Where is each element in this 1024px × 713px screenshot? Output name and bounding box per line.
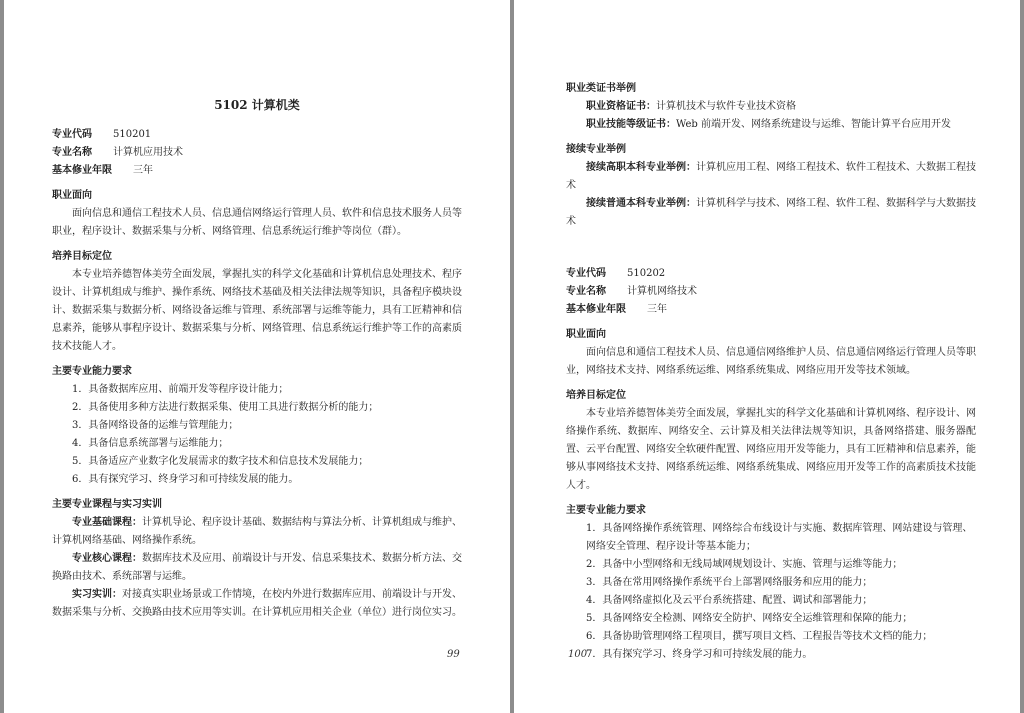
ability-item: 2．具备中小型网络和无线局域网规划设计、实施、管理与运维等能力； bbox=[586, 559, 903, 570]
section-title: 5102 计算机类 bbox=[214, 98, 300, 112]
major-code-value: 510201 bbox=[113, 129, 152, 140]
section-gap bbox=[566, 231, 976, 265]
ability-item: 4．具备网络虚拟化及云平台系统搭建、配置、调试和部署能力； bbox=[586, 595, 873, 606]
core-courses-label: 专业核心课程： bbox=[72, 553, 142, 564]
higher-vocational-majors bbox=[566, 159, 976, 195]
goal-heading: 培养目标定位 bbox=[52, 251, 112, 262]
major-code-row bbox=[52, 126, 462, 144]
right-page-content bbox=[566, 80, 976, 664]
major-code-label: 专业代码 bbox=[566, 268, 606, 279]
practice-label: 实习实训： bbox=[72, 589, 122, 600]
ability-item: 5．具备适应产业数字化发展需求的数字技术和信息技术发展能力； bbox=[72, 456, 369, 467]
major-code-row bbox=[566, 265, 976, 283]
ability-item: 6．具备协助管理网络工程项目，撰写项目文档、工程报告等技术文档的能力； bbox=[586, 631, 933, 642]
ability-item: 1．具备数据库应用、前端开发等程序设计能力； bbox=[72, 384, 289, 395]
study-years-value: 三年 bbox=[133, 165, 153, 176]
basic-courses-text: 计算机导论、程序设计基础、数据结构与算法分析、计算机组成与维护、计算机网络基础、网络操作系统。 bbox=[52, 517, 462, 546]
ability-item: 3．具备网络设备的运维与管理能力； bbox=[72, 420, 239, 431]
higher-vocational-text: 计算机应用工程、网络工程技术、软件工程技术、大数据工程技术 bbox=[566, 162, 976, 191]
goal-text: 本专业培养德智体美劳全面发展，掌握扎实的科学文化基础和计算机网络、程序设计、网络操作系统、数据库、网络安全、云计算及相关法律法规等知识，具备网络搭建、服务器配置、云平台配置、网络安全软硬件配置、网络应用开发等能力，具有工匠精神和信息素养，能够从事网络技术支持、网络系统运维、网络系统集成、网络应用开发等工作的高素质技术技能人才。 bbox=[566, 408, 976, 491]
major-name-value: 计算机网络技术 bbox=[627, 286, 697, 297]
major-name-row bbox=[52, 144, 462, 162]
ability-heading: 主要专业能力要求 bbox=[566, 505, 646, 516]
skill-cert-label: 职业技能等级证书： bbox=[586, 119, 676, 130]
ability-heading: 主要专业能力要求 bbox=[52, 366, 132, 377]
core-courses-text: 数据库技术及应用、前端设计与开发、信息采集技术、数据分析方法、交换路由技术、系统部署与运维。 bbox=[52, 553, 462, 582]
left-page-content bbox=[52, 0, 462, 622]
practice-training bbox=[52, 586, 462, 622]
ability-item: 5．具备网络安全检测、网络安全防护、网络安全运维管理和保障的能力； bbox=[586, 613, 913, 624]
course-heading: 主要专业课程与实习实训 bbox=[52, 499, 162, 510]
ability-item: 2．具备使用多种方法进行数据采集、使用工具进行数据分析的能力； bbox=[72, 402, 379, 413]
qualification-cert-text: 计算机技术与软件专业技术资格 bbox=[656, 101, 796, 112]
cert-heading: 职业类证书举例 bbox=[566, 83, 636, 94]
ability-item: 7．具有探究学习、终身学习和可持续发展的能力。 bbox=[586, 649, 813, 660]
skill-cert-text: Web 前端开发、网络系统建设与运维、智能计算平台应用开发 bbox=[676, 119, 951, 130]
study-years-value: 三年 bbox=[647, 304, 667, 315]
goal-text: 本专业培养德智体美劳全面发展，掌握扎实的科学文化基础和计算机信息处理技术、程序设计、计算机组成与维护、操作系统、网络技术基础及相关法律法规等知识，具备程序模块设计、数据采集与数据分析、网络设备运维与管理、系统部署与运维等能力，具有工匠精神和信息素养，能够从事程序设计、数据采集与分析、网络管理、信息系统运行维护等工作的高素质技术技能人才。 bbox=[52, 269, 462, 352]
major-name-label: 专业名称 bbox=[566, 286, 606, 297]
ability-item: 4．具备信息系统部署与运维能力； bbox=[72, 438, 229, 449]
skill-cert bbox=[566, 116, 976, 134]
study-years-label: 基本修业年限 bbox=[566, 304, 626, 315]
major-name-label: 专业名称 bbox=[52, 147, 92, 158]
ability-item: 6．具有探究学习、终身学习和可持续发展的能力。 bbox=[72, 474, 299, 485]
regular-undergrad-label: 接续普通本科专业举例： bbox=[586, 198, 696, 209]
core-courses bbox=[52, 550, 462, 586]
basic-courses bbox=[52, 514, 462, 550]
qualification-cert-label: 职业资格证书： bbox=[586, 101, 656, 112]
page-number: 99 bbox=[447, 649, 460, 660]
career-text: 面向信息和通信工程技术人员、信息通信网络运行管理人员、软件和信息技术服务人员等职业，程序设计、数据采集与分析、网络管理、信息系统运行维护等岗位（群）。 bbox=[52, 208, 462, 237]
major-code-label: 专业代码 bbox=[52, 129, 92, 140]
left-page bbox=[4, 0, 510, 713]
regular-undergrad-majors bbox=[566, 195, 976, 231]
career-heading: 职业面向 bbox=[52, 190, 92, 201]
continuation-heading: 接续专业举例 bbox=[566, 144, 626, 155]
study-years-row bbox=[52, 162, 462, 180]
goal-heading: 培养目标定位 bbox=[566, 390, 626, 401]
major-code-value: 510202 bbox=[627, 268, 666, 279]
major-name-value: 计算机应用技术 bbox=[113, 147, 183, 158]
career-heading: 职业面向 bbox=[566, 329, 606, 340]
practice-text: 对接真实职业场景或工作情境，在校内外进行数据库应用、前端设计与开发、数据采集与分析、交换路由技术应用等实训。在计算机应用相关企业（单位）进行岗位实习。 bbox=[52, 589, 462, 618]
major-name-row bbox=[566, 283, 976, 301]
qualification-cert bbox=[566, 98, 976, 116]
regular-undergrad-text: 计算机科学与技术、网络工程、软件工程、数据科学与大数据技术 bbox=[566, 198, 976, 227]
study-years-label: 基本修业年限 bbox=[52, 165, 112, 176]
study-years-row bbox=[566, 301, 976, 319]
higher-vocational-label: 接续高职本科专业举例： bbox=[586, 162, 696, 173]
ability-item: 1．具备网络操作系统管理、网络综合布线设计与实施、数据库管理、网站建设与管理、网络安全管理、程序设计等基本能力； bbox=[586, 523, 973, 552]
right-page bbox=[514, 0, 1020, 713]
ability-item: 3．具备在常用网络操作系统平台上部署网络服务和应用的能力； bbox=[586, 577, 873, 588]
page-number: 100 bbox=[568, 649, 588, 660]
basic-courses-label: 专业基础课程： bbox=[72, 517, 142, 528]
career-text: 面向信息和通信工程技术人员、信息通信网络维护人员、信息通信网络运行管理人员等职业，网络技术支持、网络系统运维、网络系统集成、网络应用开发等技术领域。 bbox=[566, 347, 976, 376]
